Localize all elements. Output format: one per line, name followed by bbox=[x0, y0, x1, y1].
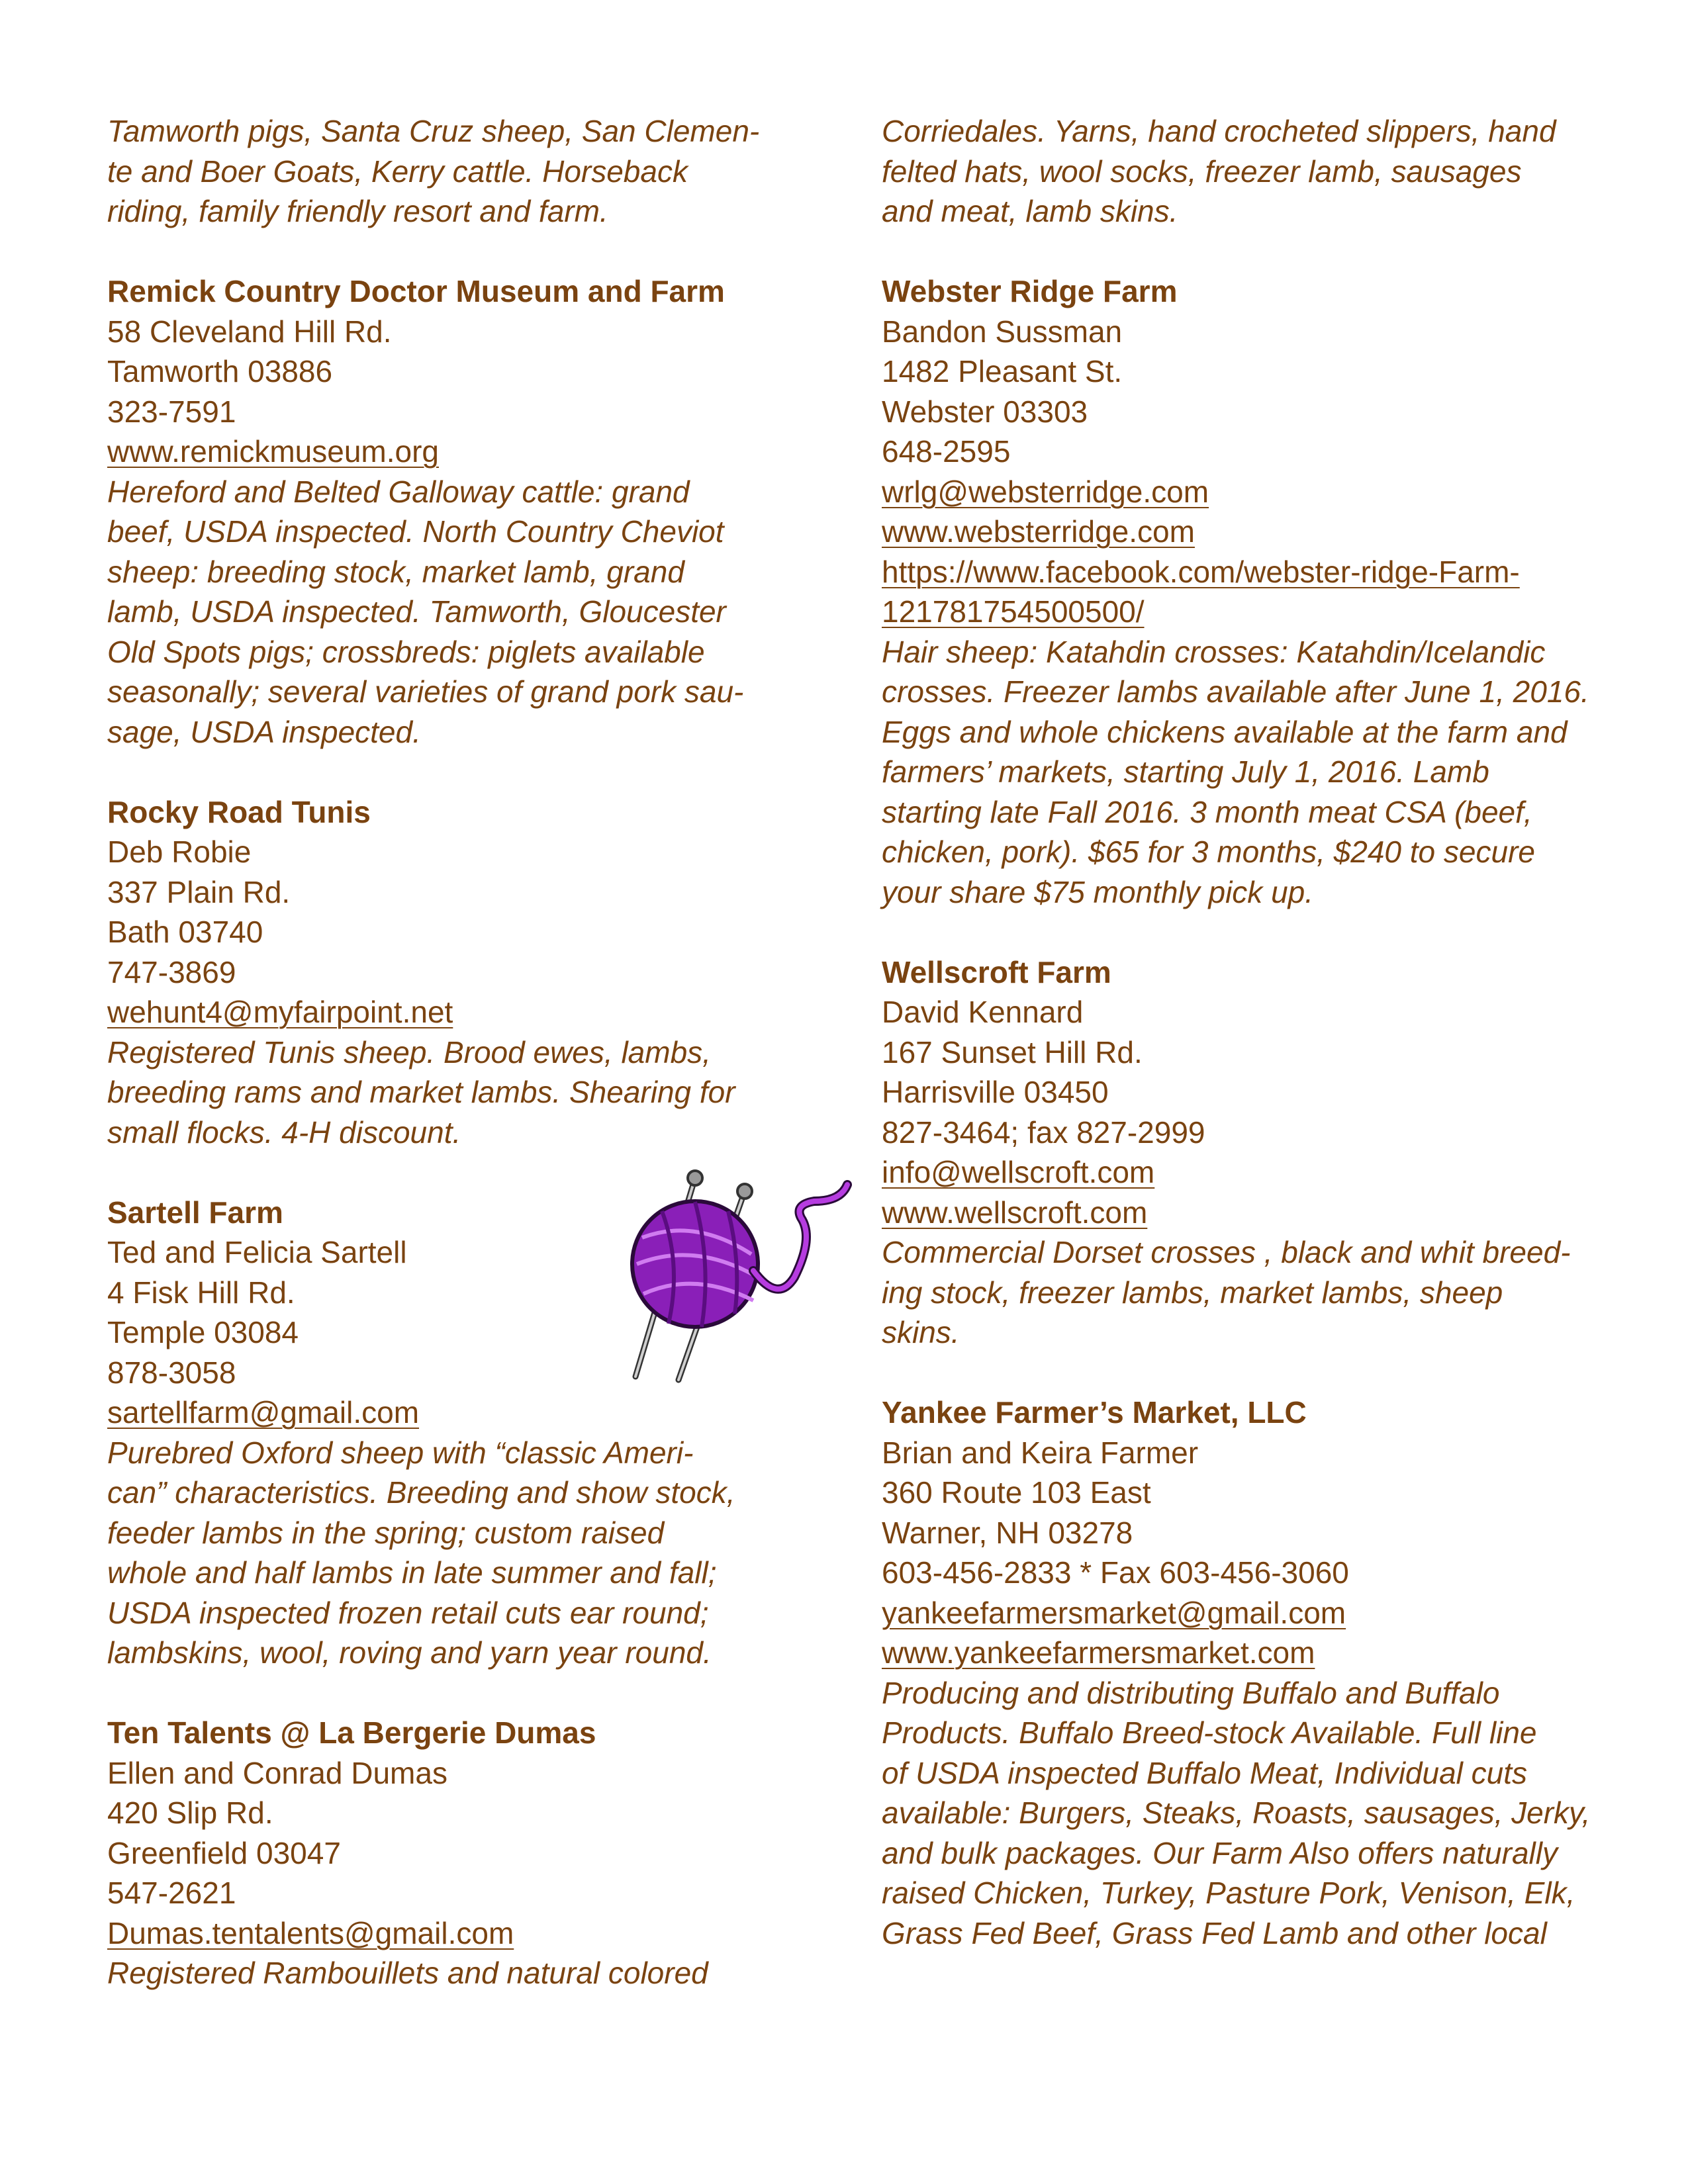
phone-line: 827-3464; fax 827-2999 bbox=[882, 1115, 1205, 1150]
address-line: 420 Slip Rd. bbox=[107, 1796, 273, 1830]
farm-entry-remick bbox=[107, 271, 796, 752]
intro-line: te and Boer Goats, Kerry cattle. Horseback bbox=[107, 154, 688, 189]
phone-line: 547-2621 bbox=[107, 1876, 236, 1910]
phone-line: 648-2595 bbox=[882, 434, 1011, 469]
description-line: beef, USDA inspected. North Country Cheviot bbox=[107, 514, 724, 549]
description-line: and bulk packages. Our Farm Also offers naturally bbox=[882, 1835, 1558, 1870]
description-line: Eggs and whole chickens available at the farm and bbox=[882, 714, 1568, 749]
contact-name: Brian and Keira Farmer bbox=[882, 1435, 1199, 1470]
town-line: Harrisville 03450 bbox=[882, 1075, 1109, 1109]
phone-line: 603-456-2833 * Fax 603-456-3060 bbox=[882, 1555, 1349, 1590]
email-link[interactable]: sartellfarm@gmail.com bbox=[107, 1395, 420, 1430]
farm-name: Webster Ridge Farm bbox=[882, 274, 1178, 308]
description-line: skins. bbox=[882, 1315, 960, 1349]
town-line: Bath 03740 bbox=[107, 915, 263, 949]
facebook-link-continued[interactable]: 121781754500500/ bbox=[882, 594, 1145, 629]
description-line: of USDA inspected Buffalo Meat, Individual cuts bbox=[882, 1755, 1528, 1790]
description-line: farmers’ markets, starting July 1, 2016. Lamb bbox=[882, 754, 1489, 789]
description-line: sheep: breeding stock, market lamb, grand bbox=[107, 554, 684, 589]
email-link[interactable]: wrlg@websterridge.com bbox=[882, 474, 1209, 509]
description-line: Purebred Oxford sheep with “classic Ameri- bbox=[107, 1435, 694, 1470]
description-line: ing stock, freezer lambs, market lambs, sheep bbox=[882, 1275, 1503, 1310]
address-line: 4 Fisk Hill Rd. bbox=[107, 1275, 295, 1310]
left-column bbox=[107, 111, 796, 2033]
farm-entry-wellscroft bbox=[882, 952, 1603, 1353]
description-line: can” characteristics. Breeding and show stock, bbox=[107, 1475, 735, 1510]
description-line: whole and half lambs in late summer and fall; bbox=[107, 1555, 717, 1590]
phone-line: 323-7591 bbox=[107, 394, 236, 429]
description-line: Commercial Dorset crosses , black and whit breed- bbox=[882, 1235, 1571, 1269]
description-line: seasonally; several varieties of grand pork sau- bbox=[107, 674, 744, 709]
description-line: raised Chicken, Turkey, Pasture Pork, Venison, Elk, bbox=[882, 1876, 1575, 1910]
contact-name: Ellen and Conrad Dumas bbox=[107, 1755, 447, 1790]
farm-entry-rocky-road bbox=[107, 792, 796, 1153]
town-line: Warner, NH 03278 bbox=[882, 1515, 1133, 1550]
farm-entry-yankee-farmers-market bbox=[882, 1392, 1603, 1953]
description-line: Registered Tunis sheep. Brood ewes, lambs, bbox=[107, 1034, 711, 1069]
website-link[interactable]: www.wellscroft.com bbox=[882, 1195, 1148, 1230]
facebook-link[interactable]: https://www.facebook.com/webster-ridge-Farm- bbox=[882, 554, 1520, 589]
farm-name: Ten Talents @ La Bergerie Dumas bbox=[107, 1715, 596, 1750]
email-link[interactable]: yankeefarmersmarket@gmail.com bbox=[882, 1595, 1346, 1630]
contact-name: Bandon Sussman bbox=[882, 314, 1123, 349]
intro-line: felted hats, wool socks, freezer lamb, sausages bbox=[882, 154, 1522, 189]
website-link[interactable]: www.remickmuseum.org bbox=[107, 434, 439, 469]
description-line: Hair sheep: Katahdin crosses: Katahdin/Icelandic bbox=[882, 634, 1546, 669]
farm-name: Rocky Road Tunis bbox=[107, 794, 371, 829]
description-line: your share $75 monthly pick up. bbox=[882, 874, 1314, 909]
email-link[interactable]: Dumas.tentalents@gmail.com bbox=[107, 1915, 514, 1950]
description-line: lamb, USDA inspected. Tamworth, Gloucester bbox=[107, 594, 726, 629]
intro-continuation bbox=[882, 111, 1603, 232]
description-line: crosses. Freezer lambs available after June 1, 2016. bbox=[882, 674, 1589, 709]
town-line: Tamworth 03886 bbox=[107, 354, 333, 388]
description-line: lambskins, wool, roving and yarn year round. bbox=[107, 1635, 712, 1670]
town-line: Temple 03084 bbox=[107, 1315, 299, 1349]
description-line: breeding rams and market lambs. Shearing for bbox=[107, 1075, 735, 1109]
description-line: Hereford and Belted Galloway cattle: grand bbox=[107, 474, 690, 509]
email-link[interactable]: info@wellscroft.com bbox=[882, 1155, 1155, 1189]
phone-line: 747-3869 bbox=[107, 954, 236, 989]
intro-line: riding, family friendly resort and farm. bbox=[107, 194, 608, 228]
contact-name: Ted and Felicia Sartell bbox=[107, 1235, 407, 1269]
address-line: 360 Route 103 East bbox=[882, 1475, 1151, 1510]
description-line: available: Burgers, Steaks, Roasts, sausages, Jerky, bbox=[882, 1796, 1591, 1830]
description-line: USDA inspected frozen retail cuts ear round; bbox=[107, 1595, 709, 1630]
contact-name: Deb Robie bbox=[107, 835, 252, 869]
address-line: 58 Cleveland Hill Rd. bbox=[107, 314, 392, 349]
website-link[interactable]: www.websterridge.com bbox=[882, 514, 1195, 549]
description-line: Producing and distributing Buffalo and Buffalo bbox=[882, 1675, 1500, 1710]
yarn-ball-icon bbox=[596, 1165, 861, 1390]
intro-continuation bbox=[107, 111, 796, 232]
intro-line: Tamworth pigs, Santa Cruz sheep, San Clemen- bbox=[107, 114, 760, 148]
description-line: chicken, pork). $65 for 3 months, $240 to secure bbox=[882, 835, 1535, 869]
description-line: sage, USDA inspected. bbox=[107, 714, 421, 749]
description-line: small flocks. 4-H discount. bbox=[107, 1115, 461, 1150]
address-line: 167 Sunset Hill Rd. bbox=[882, 1034, 1143, 1069]
description-line: starting late Fall 2016. 3 month meat CSA (beef, bbox=[882, 794, 1532, 829]
farm-entry-ten-talents bbox=[107, 1713, 796, 1993]
description-line: Registered Rambouillets and natural colored bbox=[107, 1956, 708, 1990]
address-line: 1482 Pleasant St. bbox=[882, 354, 1123, 388]
farm-entry-webster-ridge bbox=[882, 271, 1603, 912]
description-line: Products. Buffalo Breed-stock Available. Full line bbox=[882, 1715, 1537, 1750]
town-line: Webster 03303 bbox=[882, 394, 1088, 429]
contact-name: David Kennard bbox=[882, 995, 1084, 1029]
town-line: Greenfield 03047 bbox=[107, 1835, 341, 1870]
farm-name: Yankee Farmer’s Market, LLC bbox=[882, 1395, 1307, 1430]
description-line: feeder lambs in the spring; custom raised bbox=[107, 1515, 665, 1550]
website-link[interactable]: www.yankeefarmersmarket.com bbox=[882, 1635, 1315, 1670]
right-column bbox=[882, 111, 1603, 1993]
description-line: Old Spots pigs; crossbreds: piglets available bbox=[107, 634, 705, 669]
intro-line: and meat, lamb skins. bbox=[882, 194, 1178, 228]
description-line: Grass Fed Beef, Grass Fed Lamb and other local bbox=[882, 1915, 1547, 1950]
farm-name: Wellscroft Farm bbox=[882, 954, 1111, 989]
address-line: 337 Plain Rd. bbox=[107, 874, 291, 909]
intro-line: Corriedales. Yarns, hand crocheted slippers, hand bbox=[882, 114, 1556, 148]
phone-line: 878-3058 bbox=[107, 1355, 236, 1390]
farm-name: Remick Country Doctor Museum and Farm bbox=[107, 274, 725, 308]
email-link[interactable]: wehunt4@myfairpoint.net bbox=[107, 995, 453, 1029]
farm-name: Sartell Farm bbox=[107, 1195, 283, 1230]
